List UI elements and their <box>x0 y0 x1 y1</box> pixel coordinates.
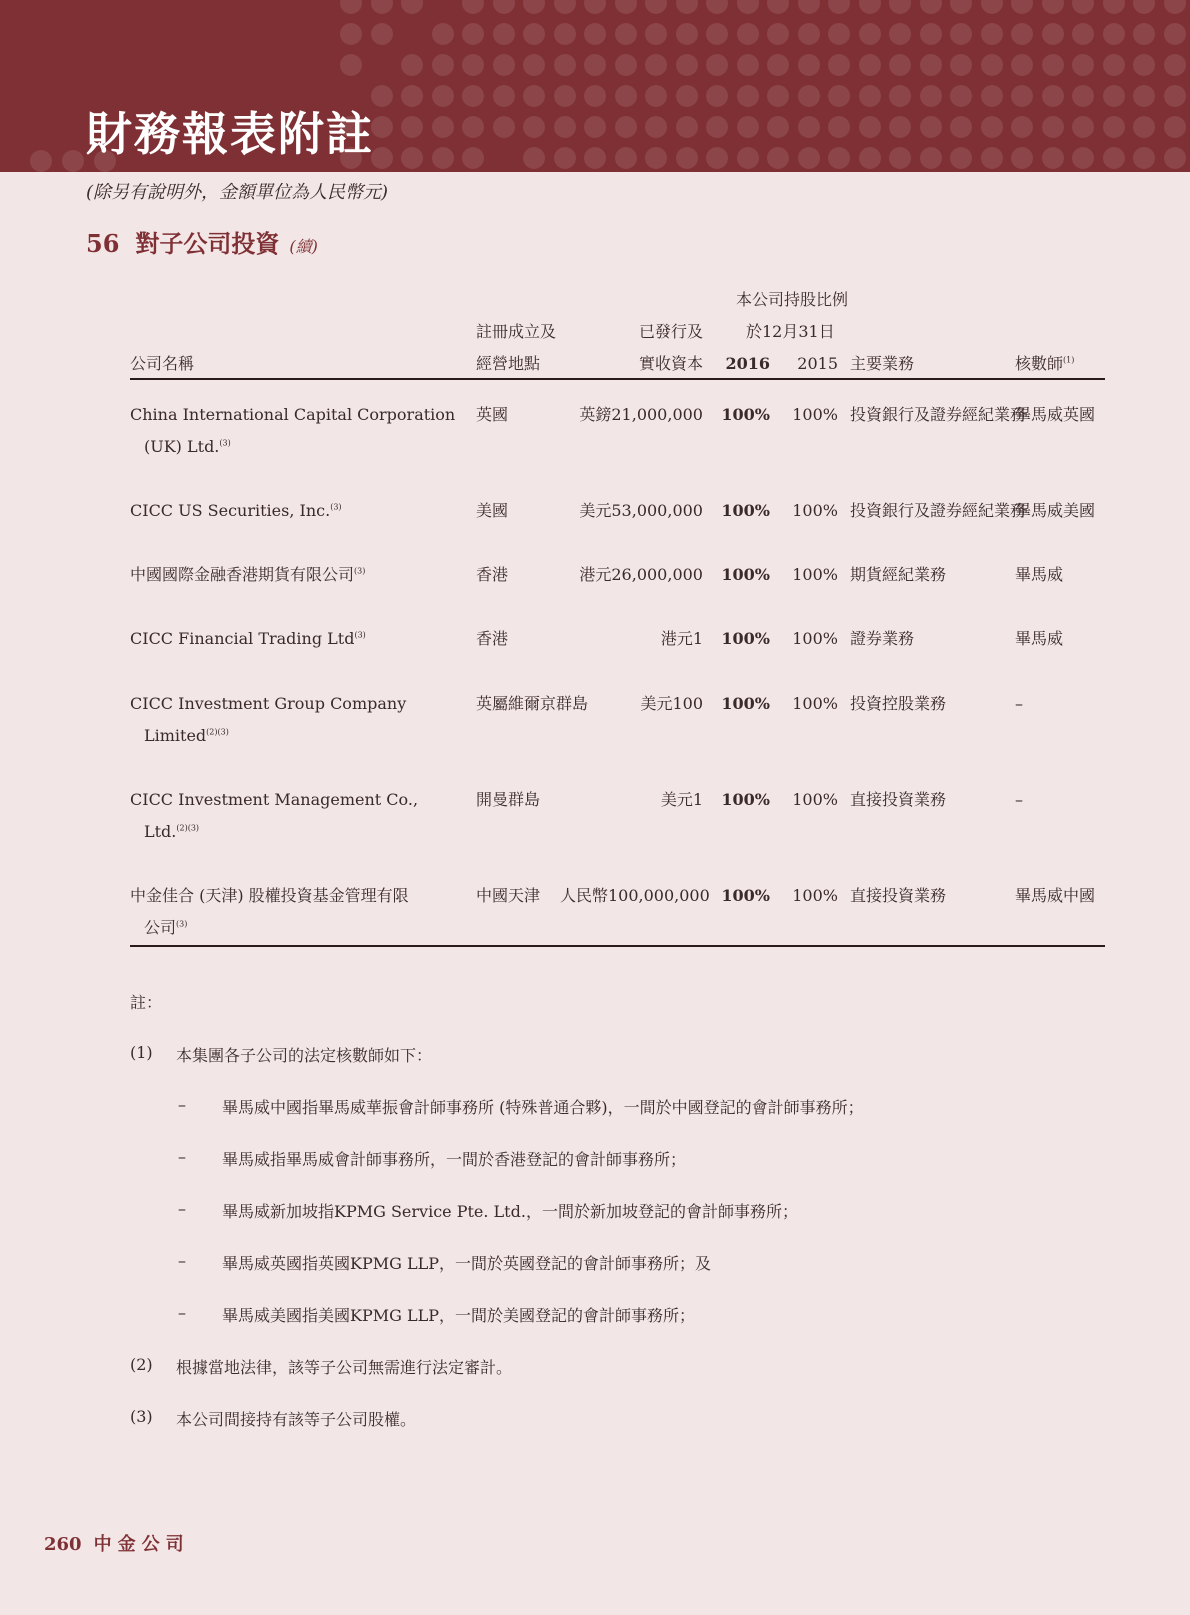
note-sub-item: 畢馬威中國指畢馬威華振會計師事務所 (特殊普通合夥)，一間於中國登記的會計師事務所； <box>222 1098 864 1117</box>
banner-dot <box>584 85 606 107</box>
banner-dot <box>615 23 637 45</box>
holding-2016: 100% <box>721 886 770 905</box>
banner-dot <box>645 116 667 138</box>
holding-2015: 100% <box>792 886 838 905</box>
company-name <box>130 629 366 649</box>
company-name-line2 <box>144 726 229 746</box>
banner-dot <box>554 85 576 107</box>
auditor: 畢馬威英國 <box>1015 405 1096 424</box>
banner-dot <box>737 54 759 76</box>
footnote-ref: (2)(3) <box>206 727 229 737</box>
auditor: 畢馬威美國 <box>1015 501 1096 520</box>
banner-dot <box>767 0 789 14</box>
banner-dot <box>401 116 423 138</box>
page-number: 260 <box>44 1534 82 1555</box>
banner-dot <box>493 116 515 138</box>
table-bottom-rule <box>130 945 1105 947</box>
banner-dot <box>706 54 728 76</box>
paid-in-capital: 美元53,000,000 <box>579 501 703 520</box>
place-of-incorporation: 中國天津 <box>476 886 541 905</box>
note-sub-item: 畢馬威新加坡指KPMG Service Pte. Ltd.，一間於新加坡登記的會計師事務所； <box>222 1202 798 1221</box>
company-name <box>130 694 406 714</box>
banner-dot <box>828 54 850 76</box>
principal-business: 投資控股業務 <box>850 694 947 713</box>
note-dash: – <box>178 1251 186 1270</box>
banner-dot <box>981 85 1003 107</box>
company-name <box>130 405 455 425</box>
company-name-line2-text: (UK) Ltd. <box>144 437 220 456</box>
auditor: 畢馬威 <box>1015 629 1064 648</box>
holding-2015: 100% <box>792 501 838 520</box>
banner-dot <box>859 116 881 138</box>
banner-dot <box>706 23 728 45</box>
banner-dot <box>828 0 850 14</box>
banner-dot <box>371 23 393 45</box>
banner-dot <box>889 147 911 169</box>
section-number: 56 <box>86 229 120 258</box>
note-text: 本集團各子公司的法定核數師如下： <box>176 1046 433 1065</box>
footer-company: 中金公司 <box>93 1534 190 1555</box>
place-of-incorporation: 香港 <box>476 629 509 648</box>
banner-dot <box>859 23 881 45</box>
company-name-line1: 中國國際金融香港期貨有限公司 <box>130 565 355 584</box>
banner-dot <box>615 85 637 107</box>
auditor: – <box>1015 694 1023 713</box>
banner-dot <box>798 23 820 45</box>
note-sub-item: 畢馬威美國指美國KPMG LLP，一間於美國登記的會計師事務所； <box>222 1306 695 1325</box>
header-percentage-l2: 於12月31日 <box>746 322 835 341</box>
banner-dot <box>432 147 454 169</box>
banner-dot <box>401 0 423 14</box>
company-name <box>130 886 409 906</box>
banner-dot <box>676 23 698 45</box>
banner-dot <box>798 0 820 14</box>
banner-dot <box>828 85 850 107</box>
banner-dot <box>523 0 545 14</box>
banner-dot <box>767 85 789 107</box>
company-name-line2 <box>144 437 231 457</box>
banner-dot <box>676 147 698 169</box>
banner-dot <box>950 54 972 76</box>
place-of-incorporation: 英國 <box>476 405 509 424</box>
banner-dot <box>523 116 545 138</box>
banner-dot <box>950 0 972 14</box>
banner-dot <box>1164 0 1186 14</box>
banner-dot <box>645 54 667 76</box>
banner-dot <box>584 54 606 76</box>
note-text: 本公司間接持有該等子公司股權。 <box>176 1410 417 1429</box>
header-year-2016: 2016 <box>725 354 770 373</box>
banner-dot <box>462 147 484 169</box>
banner-dot <box>615 0 637 14</box>
banner-dot <box>1042 116 1064 138</box>
banner-dot <box>432 85 454 107</box>
note-sub-item: 畢馬威指畢馬威會計師事務所，一間於香港登記的會計師事務所； <box>222 1150 687 1169</box>
company-name <box>130 565 365 585</box>
banner-dot <box>1164 116 1186 138</box>
banner-dot <box>798 116 820 138</box>
banner-dot <box>676 85 698 107</box>
place-of-incorporation: 開曼群島 <box>476 790 541 809</box>
banner-dot <box>1011 23 1033 45</box>
banner-dot <box>462 0 484 14</box>
header-capital-l1: 已發行及 <box>638 322 703 341</box>
holding-2016: 100% <box>721 501 770 520</box>
auditor: – <box>1015 790 1023 809</box>
banner-dot <box>828 23 850 45</box>
company-name-line2-text: 公司 <box>144 918 177 937</box>
note-sub-item: 畢馬威英國指英國KPMG LLP，一間於英國登記的會計師事務所；及 <box>222 1254 711 1273</box>
banner-dot <box>1133 116 1155 138</box>
company-name-line2-text: Limited <box>144 726 207 745</box>
banner-dot <box>981 116 1003 138</box>
principal-business: 投資銀行及證券經紀業務 <box>850 405 1027 424</box>
footnote-ref: (2)(3) <box>176 823 200 833</box>
banner-dot <box>889 54 911 76</box>
banner-dot <box>889 23 911 45</box>
principal-business: 期貨經紀業務 <box>850 565 947 584</box>
note-dash: – <box>178 1303 186 1322</box>
banner-dot <box>493 0 515 14</box>
banner-dot <box>859 147 881 169</box>
banner-dot <box>767 116 789 138</box>
banner-dot <box>523 23 545 45</box>
banner-dot <box>1042 0 1064 14</box>
banner-dot <box>920 147 942 169</box>
banner-dot <box>981 0 1003 14</box>
banner-dot <box>554 147 576 169</box>
holding-2016: 100% <box>721 694 770 713</box>
paid-in-capital: 美元1 <box>660 790 703 809</box>
footnote-ref: (3) <box>354 566 366 576</box>
company-name-line1: 中金佳合 (天津) 股權投資基金管理有限 <box>130 886 409 905</box>
section-continued: (續) <box>289 237 318 256</box>
notes-title: 註： <box>130 993 163 1012</box>
banner-dot <box>1103 0 1125 14</box>
banner-dot <box>1042 85 1064 107</box>
header-capital-l2: 實收資本 <box>638 354 703 373</box>
note-label: (3) <box>130 1407 153 1426</box>
banner-dot <box>859 54 881 76</box>
banner-dot <box>584 116 606 138</box>
banner-dot <box>1011 0 1033 14</box>
note-label: (1) <box>130 1043 153 1062</box>
banner-dot <box>1072 116 1094 138</box>
page-title: 財務報表附註 <box>86 107 374 161</box>
auditor: 畢馬威 <box>1015 565 1064 584</box>
banner-dot <box>645 85 667 107</box>
banner-dot <box>889 116 911 138</box>
principal-business: 投資銀行及證券經紀業務 <box>850 501 1027 520</box>
banner-dot <box>737 85 759 107</box>
banner-dot <box>1011 54 1033 76</box>
banner-dot <box>950 116 972 138</box>
banner-dot <box>767 23 789 45</box>
banner-dot <box>828 116 850 138</box>
banner-dot <box>1164 147 1186 169</box>
banner-dot <box>981 147 1003 169</box>
banner-dot <box>706 85 728 107</box>
company-name-line2-text: Ltd. <box>144 822 177 841</box>
banner-dot <box>1011 85 1033 107</box>
note-text: 根據當地法律，該等子公司無需進行法定審計。 <box>176 1358 513 1377</box>
header-year-2015: 2015 <box>797 354 838 373</box>
banner-dot <box>706 147 728 169</box>
note-label: (2) <box>130 1355 153 1374</box>
principal-business: 直接投資業務 <box>850 790 947 809</box>
banner-dot <box>1164 23 1186 45</box>
banner-dot <box>767 147 789 169</box>
banner-dot <box>1072 0 1094 14</box>
header-place-l1: 註冊成立及 <box>476 322 557 341</box>
header-auditor-label: 核數師 <box>1015 354 1064 373</box>
banner-dot <box>340 54 362 76</box>
banner-dot <box>706 116 728 138</box>
company-name-line1: CICC US Securities, Inc. <box>130 501 331 520</box>
note-dash: – <box>178 1199 186 1218</box>
header-auditor <box>1015 354 1074 374</box>
banner-dot <box>462 85 484 107</box>
banner-dot <box>889 85 911 107</box>
holding-2016: 100% <box>721 629 770 648</box>
banner-dot <box>62 150 84 172</box>
place-of-incorporation: 美國 <box>476 501 509 520</box>
banner-dot <box>737 116 759 138</box>
banner-dot <box>645 147 667 169</box>
footnote-ref: (3) <box>176 919 188 929</box>
holding-2016: 100% <box>721 565 770 584</box>
banner-dot <box>1042 54 1064 76</box>
banner-dot <box>1011 116 1033 138</box>
banner-dot <box>371 0 393 14</box>
banner-dot <box>950 23 972 45</box>
footnote-ref: (3) <box>330 502 342 512</box>
page-subtitle: (除另有說明外，金額單位為人民幣元) <box>86 182 389 203</box>
banner-dot <box>737 23 759 45</box>
banner-dot <box>1133 0 1155 14</box>
holding-2016: 100% <box>721 790 770 809</box>
banner-dot <box>920 116 942 138</box>
auditor: 畢馬威中國 <box>1015 886 1096 905</box>
banner-dot <box>584 23 606 45</box>
banner-dot <box>401 85 423 107</box>
banner-dot <box>981 23 1003 45</box>
banner-dot <box>432 116 454 138</box>
banner-dot <box>1133 147 1155 169</box>
banner-dot <box>554 0 576 14</box>
banner-dot <box>432 23 454 45</box>
note-dash: – <box>178 1095 186 1114</box>
header-auditor-note: (1) <box>1063 355 1075 365</box>
banner-dot <box>1072 85 1094 107</box>
banner-dot <box>1133 85 1155 107</box>
banner-dot <box>676 0 698 14</box>
banner-dot <box>1133 54 1155 76</box>
banner-dot <box>1011 147 1033 169</box>
banner-dot <box>767 54 789 76</box>
banner-dot <box>462 116 484 138</box>
holding-2016: 100% <box>721 405 770 424</box>
banner-dot <box>523 54 545 76</box>
company-name-line1: CICC Investment Management Co., <box>130 790 419 809</box>
paid-in-capital: 人民幣100,000,000 <box>560 886 710 905</box>
banner-dot <box>493 23 515 45</box>
banner-dot <box>340 23 362 45</box>
paid-in-capital: 港元1 <box>660 629 703 648</box>
banner-dot <box>1072 147 1094 169</box>
note-dash: – <box>178 1147 186 1166</box>
banner-dot <box>798 85 820 107</box>
banner-dot <box>981 54 1003 76</box>
place-of-incorporation: 英屬維爾京群島 <box>476 694 589 713</box>
banner-dot <box>615 147 637 169</box>
banner-dot <box>432 54 454 76</box>
section-title: 對子公司投資 <box>135 229 280 258</box>
banner-dot <box>554 116 576 138</box>
holding-2015: 100% <box>792 629 838 648</box>
place-of-incorporation: 香港 <box>476 565 509 584</box>
banner-dot <box>920 85 942 107</box>
header-place-l2: 經營地點 <box>476 354 541 373</box>
banner-dot <box>1103 23 1125 45</box>
banner-dot <box>645 0 667 14</box>
company-name-line2 <box>144 918 187 938</box>
banner-dot <box>615 54 637 76</box>
banner-dot <box>462 54 484 76</box>
footnote-ref: (3) <box>354 630 366 640</box>
company-name <box>130 790 418 810</box>
section-heading <box>86 224 318 259</box>
table-header-rule <box>130 378 1105 380</box>
banner-dot <box>920 0 942 14</box>
banner-dot <box>645 23 667 45</box>
banner-dot <box>1164 85 1186 107</box>
banner-dot <box>584 0 606 14</box>
page-footer <box>44 1530 190 1556</box>
banner-dot <box>828 147 850 169</box>
holding-2015: 100% <box>792 565 838 584</box>
footnote-ref: (3) <box>219 438 231 448</box>
banner-dot <box>340 0 362 14</box>
company-name-line1: CICC Financial Trading Ltd <box>130 629 355 648</box>
banner-dot <box>523 85 545 107</box>
banner-dot <box>798 54 820 76</box>
company-name-line2 <box>144 822 199 842</box>
banner-dot <box>462 23 484 45</box>
banner-dot <box>950 147 972 169</box>
banner-dot <box>798 147 820 169</box>
principal-business: 直接投資業務 <box>850 886 947 905</box>
banner-dot <box>1164 54 1186 76</box>
banner-dot <box>1042 23 1064 45</box>
banner-dot <box>676 116 698 138</box>
header-company-name: 公司名稱 <box>130 354 195 373</box>
banner-dot <box>523 147 545 169</box>
banner-dot <box>737 0 759 14</box>
principal-business: 證券業務 <box>850 629 915 648</box>
banner-dot <box>859 0 881 14</box>
company-name <box>130 501 342 521</box>
banner-dot <box>737 147 759 169</box>
banner-dot <box>30 150 52 172</box>
banner-dot <box>1072 54 1094 76</box>
banner-dot <box>584 147 606 169</box>
banner-dot <box>554 54 576 76</box>
banner-dot <box>889 0 911 14</box>
banner-dot <box>706 0 728 14</box>
banner-dot <box>920 23 942 45</box>
paid-in-capital: 英鎊21,000,000 <box>579 405 703 424</box>
banner-dot <box>1072 23 1094 45</box>
banner-dot <box>1042 147 1064 169</box>
banner-dot <box>1103 85 1125 107</box>
banner-dot <box>1103 147 1125 169</box>
banner-dot <box>920 54 942 76</box>
holding-2015: 100% <box>792 790 838 809</box>
banner-dot <box>1103 54 1125 76</box>
paid-in-capital: 港元26,000,000 <box>579 565 703 584</box>
header-business: 主要業務 <box>850 354 915 373</box>
banner-dot <box>950 85 972 107</box>
header-percentage-l1: 本公司持股比例 <box>736 290 849 309</box>
banner-dot <box>676 54 698 76</box>
banner-dot <box>554 23 576 45</box>
banner-dot <box>1133 23 1155 45</box>
banner-dot <box>401 54 423 76</box>
company-name-line1: CICC Investment Group Company <box>130 694 407 713</box>
banner-dot <box>493 85 515 107</box>
banner-dot <box>615 116 637 138</box>
holding-2015: 100% <box>792 694 838 713</box>
banner-dot <box>859 85 881 107</box>
banner-dot <box>493 54 515 76</box>
holding-2015: 100% <box>792 405 838 424</box>
banner-dot <box>401 147 423 169</box>
paid-in-capital: 美元100 <box>640 694 703 713</box>
banner-dot <box>1103 116 1125 138</box>
company-name-line1: China International Capital Corporation <box>130 405 456 424</box>
